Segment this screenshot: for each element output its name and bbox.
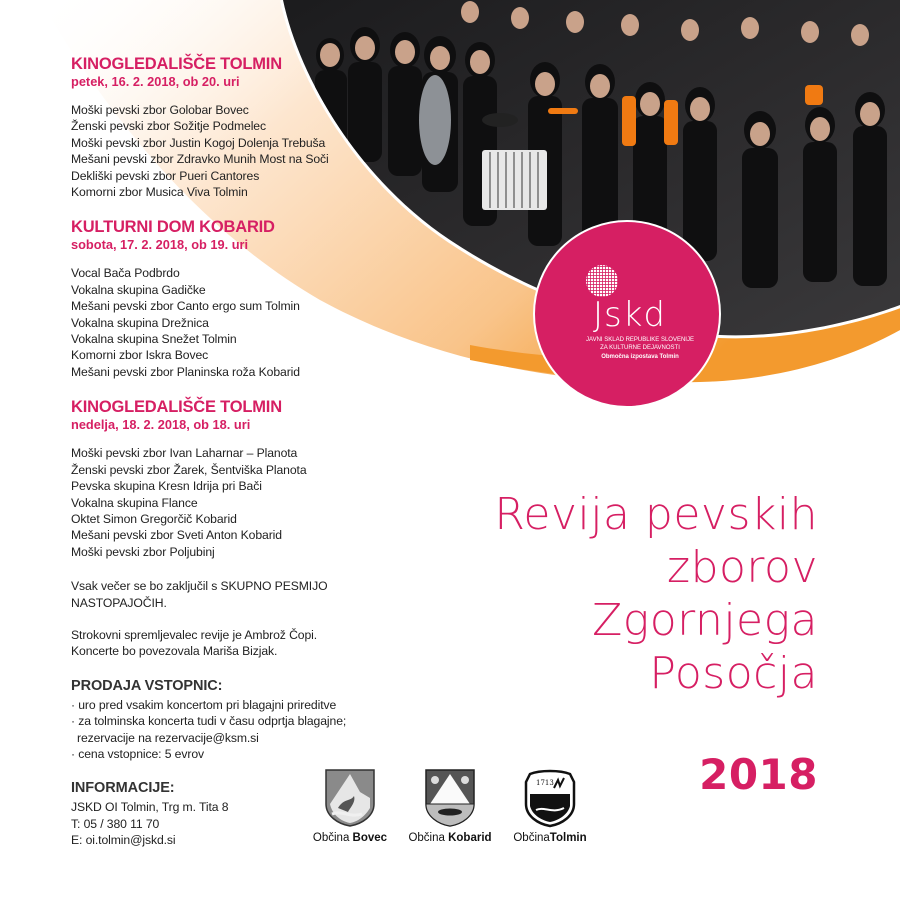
- choir-item: Mešani pevski zbor Planinska roža Kobarid: [71, 364, 300, 379]
- crest-bovec: [300, 768, 400, 844]
- choir-item: Vokalna skupina Gadičke: [71, 282, 206, 297]
- closing-note: Vsak večer se bo zaključil s SKUPNO PESMIJO NASTOPAJOČIH.: [71, 579, 328, 610]
- jskd-line2: ZA KULTURNE DEJAVNOSTI: [600, 345, 680, 351]
- event-venue: KINOGLEDALIŠČE TOLMIN: [71, 55, 282, 73]
- info-address: JSKD OI Tolmin, Trg m. Tita 8: [71, 800, 229, 815]
- jskd-pixel-flower-icon: [585, 264, 619, 298]
- choir-item: Moški pevski zbor Golobar Bovec: [71, 103, 249, 117]
- event-date: petek, 16. 2. 2018, ob 20. uri: [71, 74, 240, 89]
- bovec-crest-icon: [324, 768, 376, 828]
- jskd-line3: Območna izpostava Tolmin: [601, 354, 679, 360]
- event-date: sobota, 17. 2. 2018, ob 19. uri: [71, 237, 249, 253]
- event-venue: KULTURNI DOM KOBARID: [71, 218, 275, 237]
- svg-text:1713: 1713: [536, 779, 554, 787]
- crest-label: ObčinaTolmin: [513, 832, 587, 844]
- ticket-item: · za tolminska koncerta tudi v času odprtja blagajne;: [71, 714, 347, 729]
- choir-item: Mešani pevski zbor Sveti Anton Kobarid: [71, 528, 282, 543]
- jskd-wordmark: Jskd: [593, 295, 667, 335]
- choir-item: Dekliški pevski zbor Pueri Cantores: [71, 168, 260, 183]
- ticket-item: · cena vstopnice: 5 evrov: [71, 746, 204, 761]
- program-column: [71, 54, 371, 849]
- info-heading: INFORMACIJE:: [71, 780, 175, 797]
- event-date: nedelja, 18. 2. 2018, ob 18. uri: [71, 417, 251, 433]
- event-venue: KINOGLEDALIŠČE TOLMIN: [71, 398, 282, 417]
- choir-item: Vocal Bača Podbrdo: [71, 266, 180, 281]
- expert-note: Strokovni spremljevalec revije je Ambrož Čopi.: [71, 627, 318, 642]
- poster-title: [494, 488, 818, 700]
- choir-item: Moški pevski zbor Poljubinj: [71, 544, 215, 559]
- reservation-email[interactable]: rezervacije na rezervacije@ksm.si: [77, 730, 259, 745]
- tickets-list: [71, 697, 371, 763]
- choir-item: Mešani pevski zbor Canto ergo sum Tolmin: [71, 299, 300, 314]
- crest-tolmin: [500, 768, 600, 844]
- kobarid-crest-icon: [424, 768, 476, 828]
- event-2: [71, 217, 371, 380]
- ticket-item: [71, 730, 371, 746]
- choir-list: [71, 445, 371, 560]
- crest-label: Občina Bovec: [312, 832, 388, 844]
- choir-item: Ženski pevski zbor Žarek, Šentviška Planota: [71, 462, 307, 477]
- choir-item: Komorni zbor Musica Viva Tolmin: [71, 185, 248, 200]
- title-line: Posočja: [649, 648, 818, 699]
- choir-item: Vokalna skupina Drežnica: [71, 315, 209, 330]
- choir-item: Moški pevski zbor Justin Kogoj Dolenja Trebuša: [71, 135, 326, 150]
- choir-list: [71, 265, 371, 380]
- title-line: zborov: [666, 542, 818, 593]
- host-note: Koncerte bo povezovala Mariša Bizjak.: [71, 644, 278, 659]
- jskd-subtitle: [535, 336, 723, 361]
- tickets-heading: PRODAJA VSTOPNIC:: [71, 677, 223, 694]
- jskd-line1: JAVNI SKLAD REPUBLIKE SLOVENIJE: [586, 337, 694, 343]
- title-line: Revija pevskih: [494, 489, 818, 540]
- choir-item: Komorni zbor Iskra Bovec: [71, 348, 209, 363]
- choir-item: Pevska skupina Kresn Idrija pri Bači: [71, 479, 262, 494]
- choir-item: Moški pevski zbor Ivan Laharnar – Planota: [71, 446, 298, 461]
- poster-year: 2018: [699, 750, 818, 799]
- jskd-logo: [533, 220, 721, 408]
- choir-item: Ženski pevski zbor Sožitje Podmelec: [71, 119, 266, 134]
- crest-kobarid: [400, 768, 500, 844]
- choir-item: Vokalna skupina Flance: [71, 495, 198, 510]
- ticket-item: · uro pred vsakim koncertom pri blagajni prireditve: [71, 697, 337, 712]
- choir-list: [71, 102, 371, 200]
- event-3: [71, 397, 371, 560]
- choir-item: Mešani pevski zbor Zdravko Munih Most na Soči: [71, 152, 329, 167]
- title-line: Zgornjega: [592, 595, 818, 646]
- choir-item: Vokalna skupina Snežet Tolmin: [71, 332, 237, 347]
- event-1: [71, 54, 371, 200]
- municipality-crests: [300, 768, 600, 844]
- crest-label: Občina Kobarid: [408, 832, 492, 844]
- info-email[interactable]: E: oi.tolmin@jskd.si: [71, 833, 176, 848]
- choir-item: Oktet Simon Gregorčič Kobarid: [71, 511, 237, 526]
- tolmin-crest-icon: [524, 768, 576, 828]
- info-phone: T: 05 / 380 11 70: [71, 816, 160, 831]
